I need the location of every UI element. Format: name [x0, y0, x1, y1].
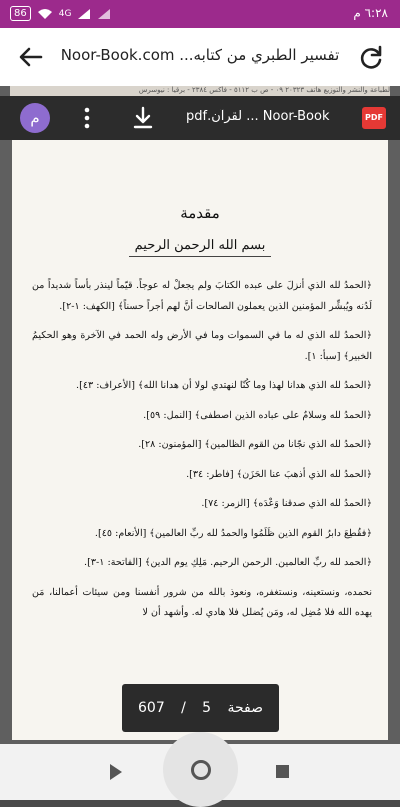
- paragraph: ﴿الحمدُ لله الذي نجّانا من القوم الظالمين﴾ [المؤمنون: ٢٨].: [138, 439, 372, 450]
- signal-icon-2: [97, 8, 111, 20]
- system-nav-bar: [0, 744, 400, 800]
- paragraph: ﴿الحمدُ لله الذي صدقنا وَعْدَه﴾ [الزمر: ٧٤].: [201, 498, 372, 509]
- paragraph: ﴿فقُطِعَ دابرُ القوم الذين ظَلَمُوا والحمدُ لله ربِّ العالمين﴾ [الأنعام: ٤٥].: [94, 527, 372, 539]
- pager-current: 5: [202, 700, 212, 716]
- battery-icon: 86: [10, 6, 31, 21]
- scan-header-text: لطباعة والنشر والتوزيع هاتف ٢٠٣٢٣ ٠٩ - ص ب ٥١١٢ - فاكس ٢٣٨٤ - برقيا : نيوسرس: [10, 86, 390, 96]
- status-icons: [10, 6, 111, 21]
- nav-home-icon[interactable]: [191, 760, 211, 780]
- paragraph: ﴿الحمدُ لله الذي أذهبَ عنا الحَزَن﴾ [فاطر: ٣٤].: [186, 468, 372, 480]
- clock: ٦:٢٨ م: [353, 6, 388, 20]
- back-arrow-icon[interactable]: [16, 42, 46, 72]
- paragraph: نحمده، ونستعينه، ونستغفره، ونعوذ بالله من شرور أنفسنا ومن سيئات أعمالنا، مَن يهده الله فلا مُضِل له، ومَن يُضلل فلا هادي له. وأشهد أن لا: [32, 586, 372, 618]
- pager-separator: /: [181, 700, 186, 716]
- reload-icon[interactable]: [356, 42, 386, 72]
- paragraph: ﴿الحمدُ لله الذي هدانا لهذا وما كُنّا لنهتدي لولا أن هدانا الله﴾ [الأعراف: ٤٣].: [76, 380, 372, 391]
- pdf-viewer[interactable]: [0, 86, 400, 744]
- more-options-icon[interactable]: [82, 106, 92, 130]
- browser-toolbar: [0, 28, 400, 87]
- paragraph: ﴿الحمدُ لله الذي له ما في السموات وما في الأرض وله الحمد في الآخرة وهو الحكيمُ الخبير﴾ [سبأ: ١].: [32, 330, 372, 362]
- pager-total: 607: [138, 700, 165, 716]
- pager-label: صفحة: [227, 700, 263, 716]
- avatar[interactable]: م: [20, 103, 50, 133]
- network-label: 4G: [58, 8, 72, 19]
- page-body: [32, 276, 372, 633]
- pdf-file-icon: PDF: [362, 107, 386, 129]
- basmala-text: بسم الله الرحمن الرحيم: [129, 238, 272, 257]
- paragraph: ﴿الحمدُ لله الذي أنزلَ على عبده الكتابَ ولم يجعلْ له عوجاً. قيّماً لينذر بأساً شديداً من لَدُنه ويُبشِّر المؤمنين الذين يعملون الصالحات أنَّ لهم أجراً حسناً﴾ [الكهف: ١-٢].: [32, 280, 372, 312]
- nav-recents-icon[interactable]: [276, 765, 289, 778]
- signal-icon: [77, 8, 91, 20]
- pdf-page: [12, 140, 388, 740]
- viewer-top-bar: [0, 96, 400, 140]
- status-bar: [0, 0, 400, 28]
- page-heading: مقدمة: [180, 204, 220, 222]
- download-icon[interactable]: [130, 105, 156, 131]
- page-indicator[interactable]: [122, 684, 279, 732]
- basmala: [12, 238, 388, 253]
- document-title: Noor-Book ... لقرآن.pdf: [186, 109, 330, 124]
- nav-back-icon[interactable]: [110, 764, 122, 780]
- page-title: تفسير الطبري من كتابه... Noor-Book.com: [60, 46, 340, 64]
- wifi-icon: [37, 8, 53, 20]
- paragraph: ﴿الحمدُ لله وسلامٌ على عباده الذين اصطفى﴾ [النمل: ٥٩].: [143, 409, 372, 421]
- paragraph: ﴿الحمد لله ربِّ العالمين. الرحمن الرحيم. مَلِكِ يوم الدين﴾ [الفاتحة: ١-٣].: [84, 557, 372, 568]
